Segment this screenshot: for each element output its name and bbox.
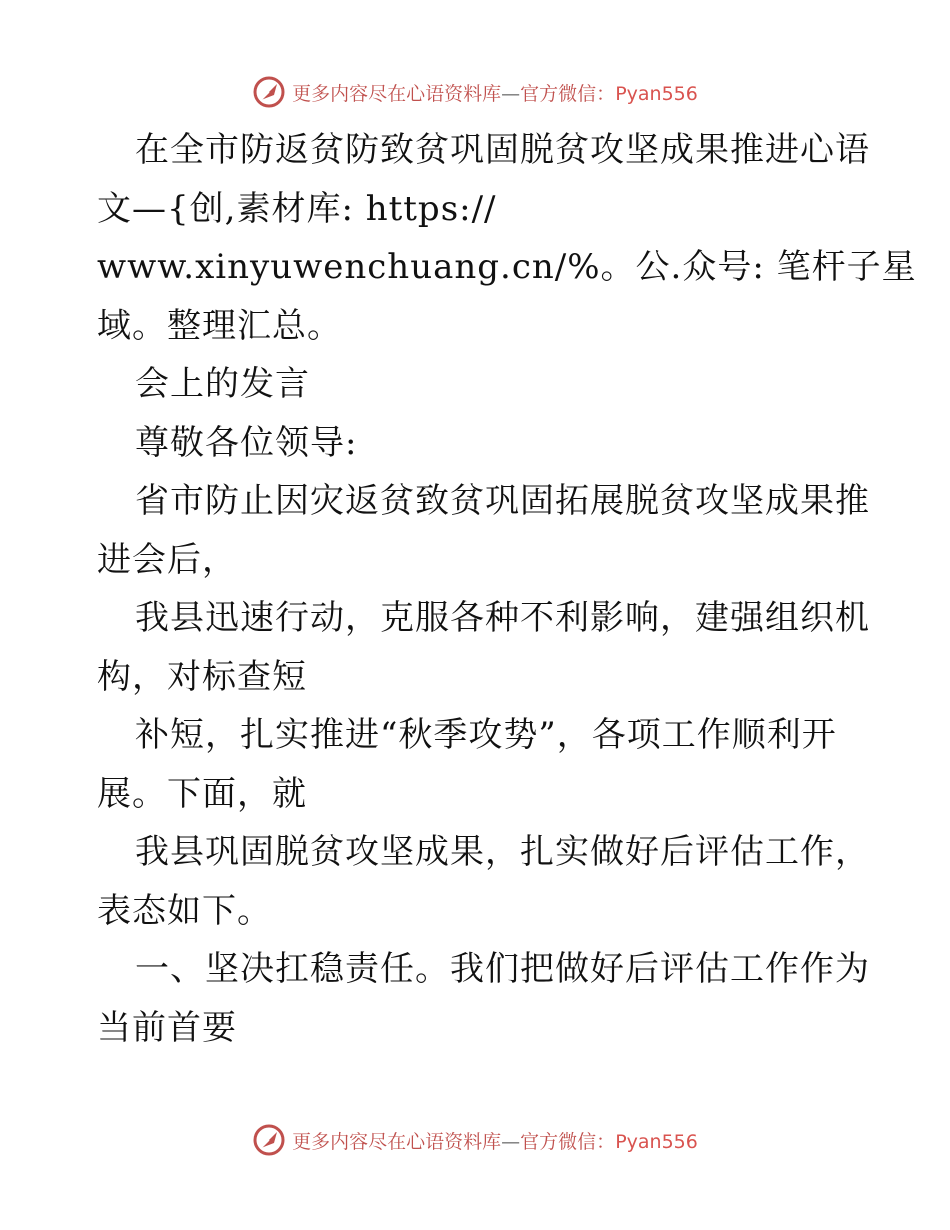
quill-logo-icon: [252, 75, 286, 109]
body-line-12: 展。下面，就: [97, 773, 307, 814]
body-line-11: 补短，扎实推进“秋季攻势”，各项工作顺利开: [135, 715, 837, 755]
body-line-9: 我县迅速行动，克服各种不利影响，建强组织机: [135, 598, 870, 638]
body-line-13: 我县巩固脱贫攻坚成果，扎实做好后评估工作，: [135, 832, 870, 872]
watermark-main: 更多内容尽在心语资料库: [292, 82, 502, 105]
body-line-2: 文—{创,素材库: https://: [97, 188, 497, 229]
document-body: [97, 121, 917, 1057]
body-line-10: 构，对标查短: [97, 656, 307, 697]
body-line-3: www.xinyuwenchuang.cn/%。公.众号: 笔杆子星: [97, 247, 917, 287]
footer-watermark: [0, 1120, 950, 1160]
watermark-label: 官方微信：: [520, 82, 616, 105]
quill-logo-icon: [252, 1123, 286, 1157]
body-line-8: 进会后，: [97, 539, 237, 580]
body-line-4: 域。整理汇总。: [97, 305, 342, 346]
body-line-5: 会上的发言: [135, 364, 310, 404]
watermark-wechat-id: Pyan556: [615, 82, 698, 105]
watermark-label: 官方微信：: [520, 1130, 616, 1153]
watermark-separator: —: [501, 1130, 521, 1153]
body-line-7: 省市防止因灾返贫致贫巩固拓展脱贫攻坚成果推: [135, 481, 870, 521]
salutation: 尊敬各位领导:: [135, 422, 358, 463]
watermark-text: [292, 79, 698, 106]
body-line-1: 在全市防返贫防致贫巩固脱贫攻坚成果推进心语: [135, 130, 870, 170]
watermark-separator: —: [501, 82, 521, 105]
watermark-wechat-id: Pyan556: [615, 1130, 698, 1153]
watermark-text: [292, 1127, 698, 1154]
body-line-16: 当前首要: [97, 1007, 237, 1048]
body-line-14: 表态如下。: [97, 890, 272, 931]
watermark-main: 更多内容尽在心语资料库: [292, 1130, 502, 1153]
section-heading-1: 一、坚决扛稳责任。我们把做好后评估工作作为: [135, 949, 870, 989]
header-watermark: [0, 72, 950, 112]
